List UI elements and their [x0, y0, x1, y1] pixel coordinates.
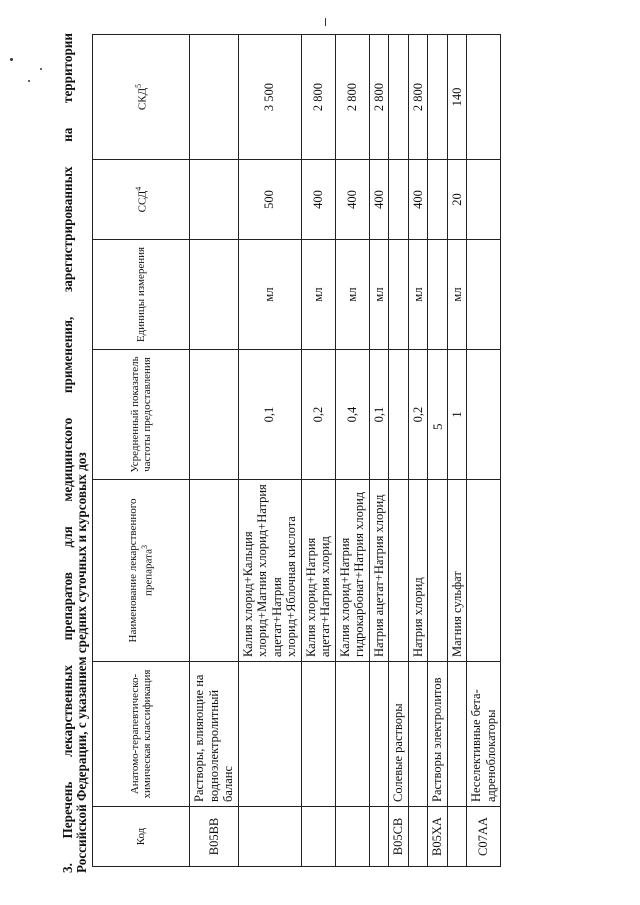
cell-atc: Солевые растворы: [389, 662, 409, 807]
cell-ssd: 400: [335, 160, 369, 240]
scan-speck: [40, 68, 42, 70]
cell-code: B05CB: [389, 807, 409, 867]
cell-ssd: 400: [369, 160, 389, 240]
cell-units: мл: [335, 240, 369, 350]
cell-code: [335, 807, 369, 867]
cell-frequency: [428, 350, 448, 480]
cell-atc: [408, 662, 428, 807]
section-heading: 3. Перечень лекарственных препаратов для медицинского применения, зарегистрированных на территории: [60, 33, 75, 873]
cell-atc: [369, 662, 389, 807]
cell-name: Магния сульфат: [447, 480, 467, 662]
cell-skd: [190, 35, 239, 160]
table-row: [467, 35, 501, 867]
cell-frequency: 0,1: [238, 350, 301, 480]
cell-skd: [389, 35, 409, 160]
header-atc: Анатомо-терапевтическо-химическая классификация: [93, 662, 190, 807]
cell-atc: [447, 662, 467, 807]
cell-code: [301, 807, 335, 867]
header-name: Наименование лекарственного препарата$^3$: [93, 480, 190, 662]
cell-code: B05BB: [190, 807, 239, 867]
header-code: Код: [93, 807, 190, 867]
table-row: [447, 35, 467, 867]
cell-frequency: [389, 350, 409, 480]
cell-units: [467, 240, 501, 350]
cell-code: [408, 807, 428, 867]
scan-speck: [10, 58, 13, 61]
cell-frequency: [467, 350, 501, 480]
table-row: [408, 35, 428, 867]
table-row: [238, 35, 301, 867]
cell-frequency: [190, 350, 239, 480]
scan-speck: [325, 18, 326, 26]
cell-frequency: 0,4: [335, 350, 369, 480]
cell-skd: 2 800: [408, 35, 428, 160]
cell-frequency: 0,2: [301, 350, 335, 480]
cell-atc: [238, 662, 301, 807]
cell-units: мл: [408, 240, 428, 350]
cell-units: [389, 240, 409, 350]
cell-name: Натрия хлорид: [408, 480, 428, 662]
cell-code: C07AA: [467, 807, 501, 867]
cell-atc: Неселективные бета-адреноблокаторы: [467, 662, 501, 807]
cell-ssd: [190, 160, 239, 240]
cell-skd: [428, 35, 448, 160]
cell-skd: 140: [447, 35, 467, 160]
cell-code: [369, 807, 389, 867]
cell-name: Натрия ацетат+Натрия хлорид: [369, 480, 389, 662]
section-heading-line2: [75, 33, 89, 873]
table-row: [389, 35, 409, 867]
cell-frequency: 1: [447, 350, 467, 480]
cell-ssd: 20: [447, 160, 467, 240]
table-row: [301, 35, 335, 867]
cell-atc: Растворы, влияющие на водноэлектролитный баланс: [190, 662, 239, 807]
heading-line2-part1: Российской Федерации, с указанием средних суточных и: [74, 531, 89, 873]
cell-skd: 3 500: [238, 35, 301, 160]
table-row: [369, 35, 389, 867]
header-ssd: ССД$^4$: [93, 160, 190, 240]
cell-frequency: 0,2: [408, 350, 428, 480]
header-units: Единицы измерения: [93, 240, 190, 350]
cell-name: Калия хлорид+Натрия гидрокарбонат+Натрия хлорид: [335, 480, 369, 662]
scan-speck: [28, 80, 30, 82]
cell-units: мл: [369, 240, 389, 350]
cell-code: B05XA: [428, 807, 448, 867]
cell-units: [428, 240, 448, 350]
cell-name: [467, 480, 501, 662]
header-frequency: Усредненный показатель частоты предоставления: [93, 350, 190, 480]
cell-units: мл: [301, 240, 335, 350]
cell-skd: [467, 35, 501, 160]
cell-name: [190, 480, 239, 662]
cell-skd: 2 800: [369, 35, 389, 160]
cell-units: мл: [447, 240, 467, 350]
cell-ssd: [467, 160, 501, 240]
cell-frequency: 0,1: [369, 350, 389, 480]
cell-code: [447, 807, 467, 867]
cell-atc: [335, 662, 369, 807]
table-row: [190, 35, 239, 867]
cell-ssd: 400: [408, 160, 428, 240]
header-skd: СКД$^5$: [93, 35, 190, 160]
cell-ssd: [389, 160, 409, 240]
table-row: [428, 35, 448, 867]
cell-ssd: [428, 160, 448, 240]
cell-skd: 2 800: [335, 35, 369, 160]
cell-units: [190, 240, 239, 350]
page-number: 5: [430, 423, 445, 430]
heading-line2-part2: курсовых доз: [74, 452, 89, 532]
cell-code: [238, 807, 301, 867]
table-header-row: [93, 35, 190, 867]
cell-atc: [301, 662, 335, 807]
drug-table: [92, 34, 501, 867]
cell-ssd: 500: [238, 160, 301, 240]
cell-skd: 2 800: [301, 35, 335, 160]
cell-name: Калия хлорид+Натрия ацетат+Натрия хлорид: [301, 480, 335, 662]
table-row: [335, 35, 369, 867]
cell-units: мл: [238, 240, 301, 350]
cell-atc: Растворы электролитов: [428, 662, 448, 807]
rotated-content: [61, 33, 626, 873]
cell-name: [428, 480, 448, 662]
cell-name: [389, 480, 409, 662]
cell-ssd: 400: [301, 160, 335, 240]
cell-name: Калия хлорид+Кальция хлорид+Магния хлорид+Натрия ацетат+Натрия хлорид+Яблочная кислота: [238, 480, 301, 662]
